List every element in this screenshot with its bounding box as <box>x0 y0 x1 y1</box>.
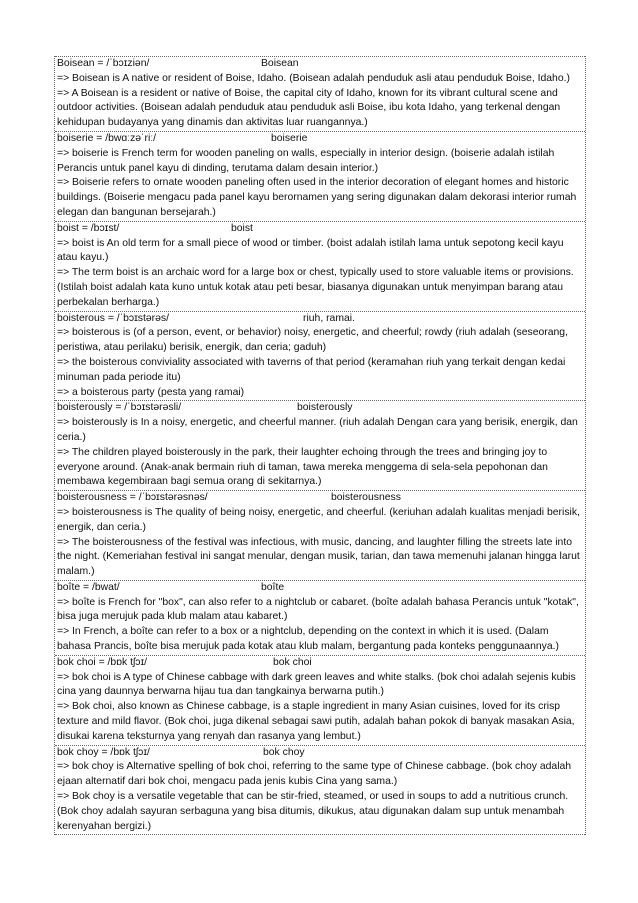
example-line: => The children played boisterously in the park, their laughter echoing through the trees and bringing joy to everyone around. (Anak-anak bermain riuh di taman, tawa mereka menggema di sela-sela pepohonan dan membawa kegembiraan bagi semua orang di sekitarnya.) <box>57 446 548 488</box>
definition-line: => bok choy is Alternative spelling of bok choi, referring to the same type of Chinese cabbage. (bok choy adalah ejaan alternatif dari bok choi, mengacu pada jenis kubis Cina yang sama.) <box>57 761 572 788</box>
translation-word: bok choy <box>263 746 305 758</box>
entry-boisterously <box>55 400 585 490</box>
entry-boisterous <box>55 311 585 401</box>
definition-line: => boiserie is French term for wooden paneling on walls, especially in interior design. (boiserie adalah istilah Perancis untuk panel kayu di dinding, terutama dalam desain interior.) <box>57 147 555 174</box>
entry-header <box>57 581 583 596</box>
entry-header <box>57 746 583 761</box>
headword-pronunciation: boisterously = /ˈbɔɪstərəsli/ <box>57 402 182 414</box>
definition-line: => boîte is French for "box", can also refer to a nightclub or cabaret. (boîte adalah bahasa Perancis untuk "kotak", bisa juga merujuk pada klub malam atau kabaret.) <box>57 596 579 623</box>
entry-header <box>57 656 583 671</box>
example-line: => a boisterous party (pesta yang ramai) <box>57 386 245 398</box>
entry-header <box>57 401 583 416</box>
definition-line: => Boisean is A native or resident of Boise, Idaho. (Boisean adalah penduduk asli atau penduduk Boise, Idaho.) <box>57 72 570 84</box>
translation-word: boist <box>231 222 253 234</box>
example-line: => The term boist is an archaic word for a large box or chest, typically used to store valuable items or provisions. (Istilah boist adalah kata kuno untuk kotak atau peti besar, biasanya digunakan untuk menyimpan barang atau perbekalan berharga.) <box>57 267 574 308</box>
entry-boisterousness <box>55 490 585 580</box>
headword-pronunciation: boist = /bɔɪst/ <box>57 222 120 234</box>
entry-bok-choy <box>55 745 585 836</box>
entry-boiserie <box>55 131 585 221</box>
entry-header <box>57 222 583 237</box>
entry-header <box>57 132 583 147</box>
headword-pronunciation: boiserie = /bwɑːzəˈriː/ <box>57 132 157 144</box>
translation-word: boiserie <box>271 132 308 144</box>
definition-line: => boisterousness is The quality of being noisy, energetic, and cheerful. (keriuhan adalah kualitas menjadi berisik, energik, dan ceria.) <box>57 506 580 533</box>
example-line: => A Boisean is a resident or native of Boise, the capital city of Idaho, known for its vibrant cultural scene and outdoor activities. (Boisean adalah penduduk atau penduduk asli Boise, ibu kota Idaho, yang terkenal dengan kehidupan budayanya yang dinamis dan aktivitas luar ruangannya.) <box>57 87 561 129</box>
example-line: => The boisterousness of the festival was infectious, with music, dancing, and laughter filling the streets late into the night. (Kemeriahan festival ini sangat menular, dengan musik, tarian, dan tawa memenuhi jalanan hingga larut malam.) <box>57 536 580 578</box>
headword-pronunciation: bok choi = /bɒk tʃɔɪ/ <box>57 656 148 668</box>
headword-pronunciation: boisterousness = /ˈbɔɪstərəsnəs/ <box>57 492 208 504</box>
example-line: => the boisterous conviviality associated with taverns of that period (keramahan riuh yang terkait dengan kedai minuman pada periode itu) <box>57 356 566 383</box>
example-line: => In French, a boîte can refer to a box or a nightclub, depending on the context in which it is used. (Dalam bahasa Prancis, boîte bisa merujuk pada kotak atau klub malam, bergantung pada konteks penggunaannya.) <box>57 626 559 653</box>
translation-word: Boisean <box>261 58 299 69</box>
entry-boite <box>55 580 585 655</box>
definition-line: => boisterously is In a noisy, energetic, and cheerful manner. (riuh adalah Dengan cara yang berisik, energik, dan ceria.) <box>57 417 578 443</box>
definition-line: => bok choi is A type of Chinese cabbage with dark green leaves and white stalks. (bok choi adalah sejenis kubis cina yang daunnya berwarna hijau tua dan tangkainya berwarna putih.) <box>57 671 576 698</box>
translation-word: bok choi <box>273 656 312 668</box>
entry-bok-choi <box>55 655 585 745</box>
entry-header <box>57 57 583 72</box>
translation-word: boîte <box>261 581 285 593</box>
definition-line: => boist is An old term for a small piece of wood or timber. (boist adalah istilah lama untuk sepotong kecil kayu atau kayu.) <box>57 237 564 264</box>
translation-word: boisterousness <box>331 492 401 504</box>
definition-line: => boisterous is (of a person, event, or behavior) noisy, energetic, and cheerful; rowdy (riuh adalah (seseorang, peristiwa, atau perilaku) berisik, energik, dan ceria; gaduh) <box>57 327 568 354</box>
headword-pronunciation: boîte = /bwat/ <box>57 581 120 593</box>
headword-pronunciation: boisterous = /ˈbɔɪstərəs/ <box>57 312 169 324</box>
headword-pronunciation: bok choy = /bɒk tʃɔɪ/ <box>57 746 150 758</box>
entry-boist <box>55 221 585 311</box>
example-line: => Boiserie refers to ornate wooden paneling often used in the interior decoration of elegant homes and historic buildings. (Boiserie mengacu pada panel kayu berornamen yang sering digunakan dalam dekorasi interior rumah elegan dan bangunan bersejarah.) <box>57 177 577 218</box>
translation-word: boisterously <box>297 402 353 414</box>
example-line: => Bok choi, also known as Chinese cabbage, is a staple ingredient in many Asian cuisines, loved for its crisp texture and mild flavor. (Bok choi, juga dikenal sebagai sawi putih, adalah bahan pokok di banyak masakan Asia, disukai karena teksturnya yang renyah dan rasanya yang lembut.) <box>57 701 575 742</box>
entry-header <box>57 312 583 327</box>
entry-boisean <box>55 56 585 131</box>
example-line: => Bok choy is a versatile vegetable that can be stir-fried, steamed, or used in soups to add a nutritious crunch. (Bok choy adalah sayuran serbaguna yang bisa ditumis, dikukus, atau digunakan dalam sup untuk menambah kerenyahan bergizi.) <box>57 791 569 832</box>
entry-header <box>57 491 583 506</box>
dictionary-page <box>54 56 586 835</box>
headword-pronunciation: Boisean = /ˈbɔɪziən/ <box>57 58 150 69</box>
translation-word: riuh, ramai. <box>303 312 355 324</box>
